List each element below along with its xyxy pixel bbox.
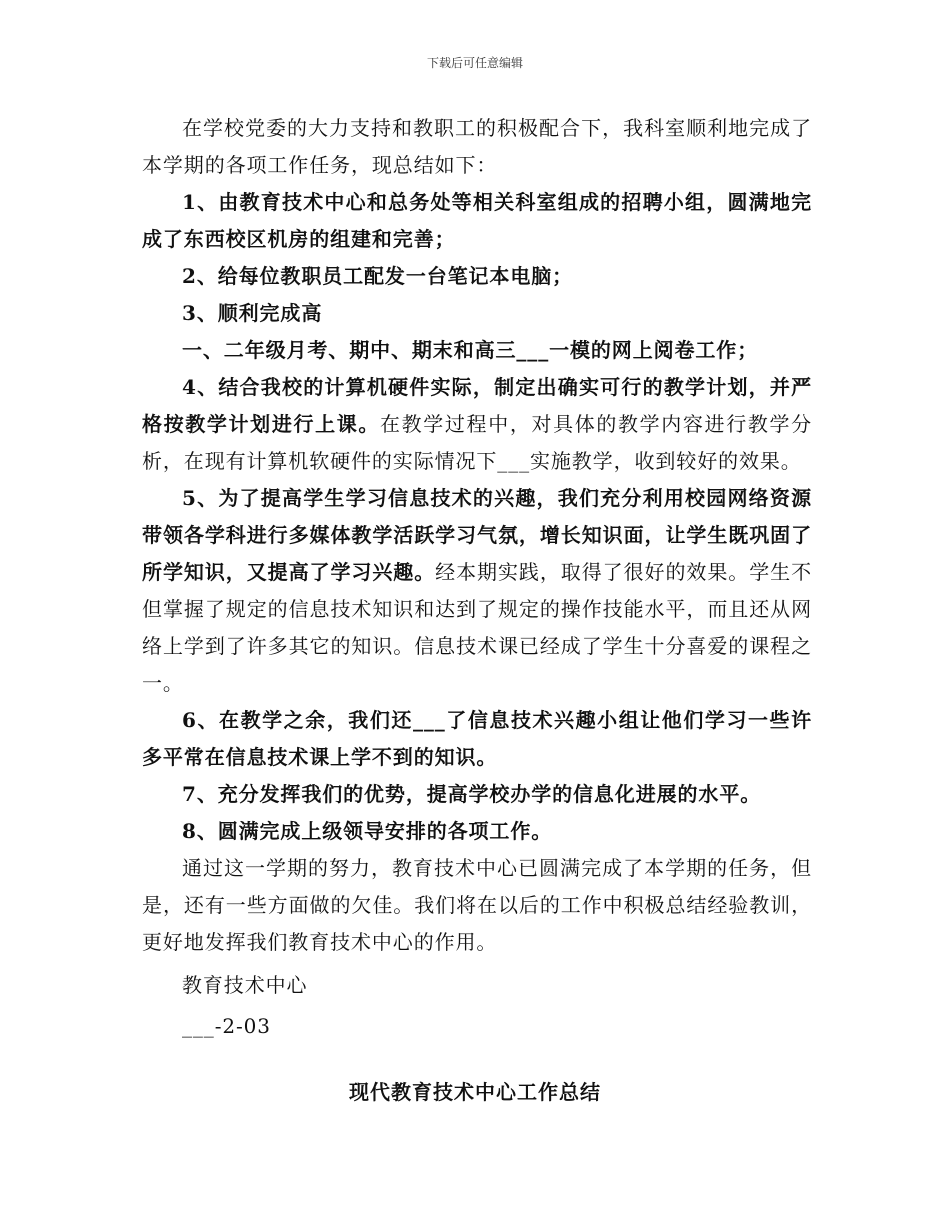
signature: 教育技术中心 <box>182 973 308 997</box>
page-header: 下载后可任意编辑 <box>426 56 523 70</box>
item-7: 7、充分发挥我们的优势，提高学校办学的信息化进展的水平。 <box>182 782 762 806</box>
document-body <box>142 110 812 1045</box>
next-section-title: 现代教育技术中心工作总结 <box>349 1080 601 1104</box>
item-6: 6、在教学之余，我们还___了信息技术兴趣小组让他们学习一些许多平常在信息技术课上学不到的知识。 <box>142 708 812 769</box>
date: ___-2-03 <box>182 1014 271 1038</box>
item-5 <box>142 480 812 702</box>
item-8: 8、圆满完成上级领导安排的各项工作。 <box>182 819 553 843</box>
item-4-bold: 4、结合我校的计算机硬件实际，制定出确实可行的教学计划，并严格按教学计划进行上课。 <box>142 375 812 436</box>
item-4 <box>142 369 812 480</box>
item-2: 2、给每位教职员工配发一台笔记本电脑； <box>182 264 574 288</box>
intro-paragraph: 在学校党委的大力支持和教职工的积极配合下，我科室顺利地完成了本学期的各项工作任务，现总结如下： <box>142 116 812 177</box>
item-5-rest: 经本期实践，取得了很好的效果。学生不但掌握了规定的信息技术知识和达到了规定的操作技能水平，而且还从网络上学到了许多其它的知识。信息技术课已经成了学生十分喜爱的课程之一。 <box>142 560 812 695</box>
item-4-rest: 在教学过程中，对具体的教学内容进行教学分析，在现有计算机软硬件的实际情况下___实施教学，收到较好的效果。 <box>142 412 813 473</box>
item-1: 1、由教育技术中心和总务处等相关科室组成的招聘小组，圆满地完成了东西校区机房的组建和完善； <box>142 190 812 251</box>
conclusion-paragraph: 通过这一学期的努力，教育技术中心已圆满完成了本学期的任务，但是，还有一些方面做的欠佳。我们将在以后的工作中积极总结经验教训，更好地发挥我们教育技术中心的作用。 <box>142 856 812 954</box>
item-3: 3、顺利完成高 <box>182 301 323 325</box>
item-3-continuation: 一、二年级月考、期中、期末和高三___一模的网上阅卷工作； <box>182 338 759 362</box>
item-5-bold: 5、为了提高学生学习信息技术的兴趣，我们充分利用校园网络资源带领各学科进行多媒体教学活跃学习气氛，增长知识面，让学生既巩固了所学知识，又提高了学习兴趣。 <box>142 486 812 584</box>
